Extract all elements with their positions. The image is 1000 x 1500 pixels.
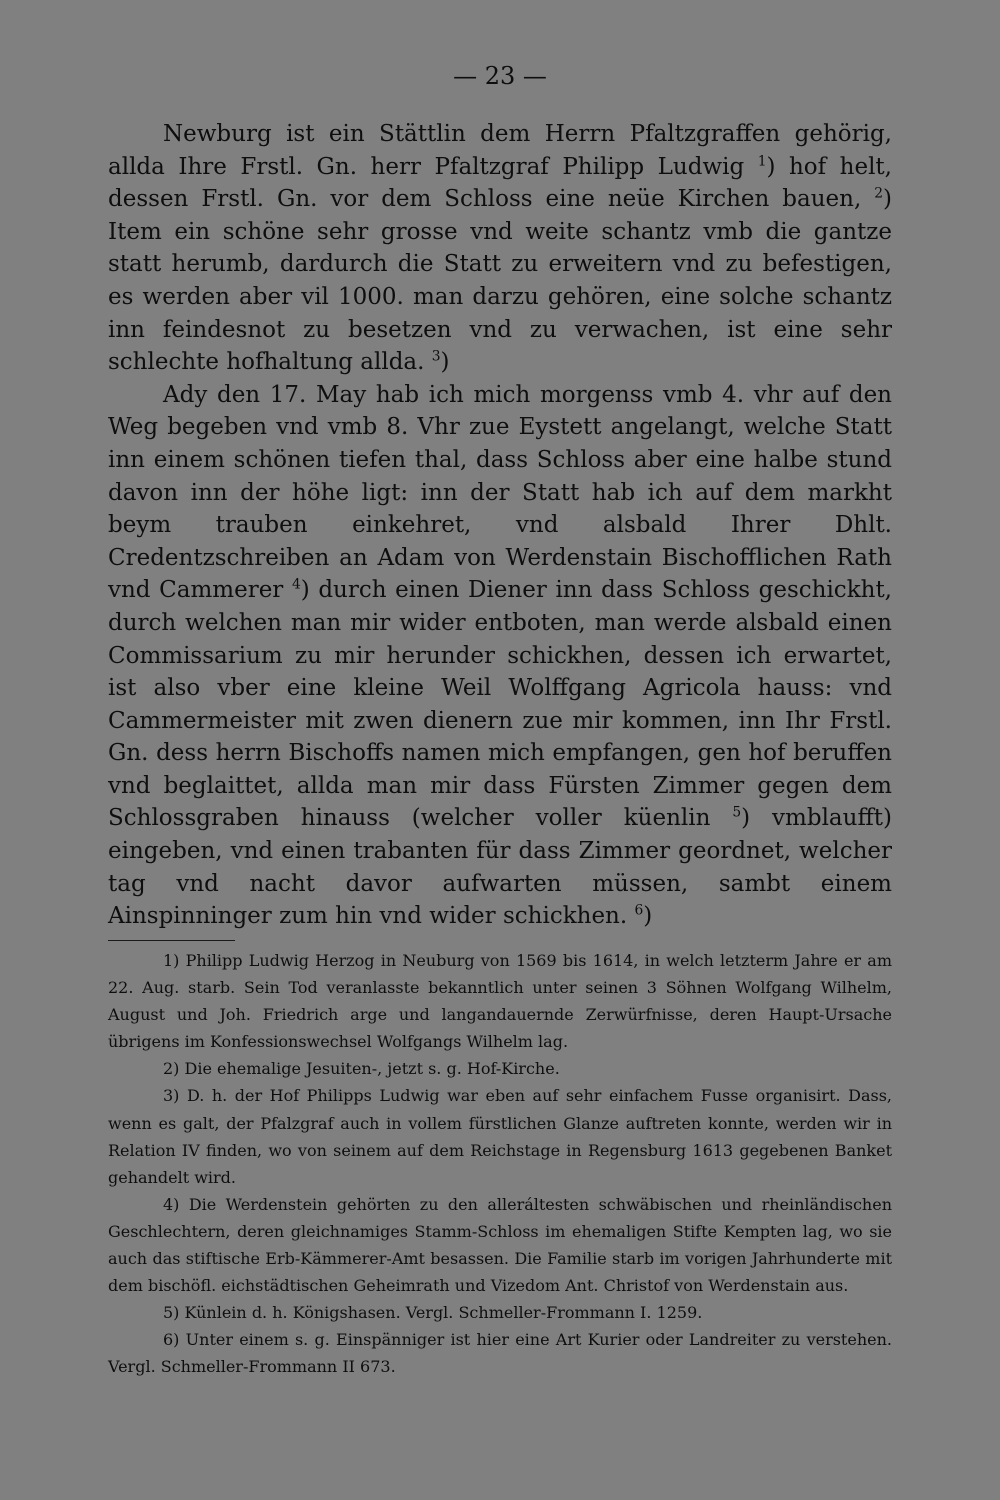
paragraph-eystett: Ady den 17. May hab ich mich morgenss vmb 4. vhr auf den Weg begeben vnd vmb 8. Vhr zue Eystett angelangt, welche Statt inn einem schönen tiefen thal, dass Schloss aber eine halbe stund davon inn der höhe ligt: inn der Statt hab ich auf dem markht beym trauben einkehret, vnd alsbald Ihrer Dhlt. Credentzschreiben an Adam von Werdenstain Bischofflichen Rath vnd Cammerer $^4$) durch einen Diener inn dass Schloss geschickht, durch welchen man mir wider entboten, man werde alsbald einen Commissarium zu mir herunder schickhen, dessen ich erwartet, ist also vber eine kleine Weil Wolffgang Agricola hauss: vnd Cammermeister mit zwen dienern zue mir kommen, inn Ihr Frstl. Gn. dess herrn Bischoffs namen mich empfangen, gen hof beruffen vnd beglaittet, allda man mir dass Fürsten Zimmer gegen dem Schlossgraben hinauss (welcher voller küenlin $^5$) vmblaufft) eingeben, vnd einen trabanten für dass Zimmer geordnet, welcher tag vnd nacht davor aufwarten müssen, sambt einem Ainspinninger zum hin vnd wider schickhen. $^6$)	[108, 381, 893, 930]
footnote-ref: 3	[431, 348, 441, 365]
footnotes	[108, 947, 892, 1381]
footnote: 4) Die Werdenstein gehörten zu den alleráltesten schwäbischen und rheinländischen Geschlechtern, deren gleichnamiges Stamm-Schloss im ehemaligen Stifte Kempten lag, wo sie auch das stiftische Erb-Kämmerer-Amt besassen. Die Familie starb im vorigen Jahrhunderte mit dem bischöfl. eichstädtischen Geheimrath und Vizedom Ant. Christof von Werdenstain aus.	[108, 1194, 892, 1296]
footnote-ref: 1	[757, 152, 767, 169]
footnote-divider	[108, 940, 235, 941]
footnote-ref: 6	[634, 902, 644, 919]
footnote: 5) Künlein d. h. Königshasen. Vergl. Schmeller-Frommann I. 1259.	[163, 1303, 703, 1323]
footnote: 2) Die ehemalige Jesuiten-, jetzt s. g. Hof-Kirche.	[163, 1059, 560, 1079]
footnote-ref: 5	[732, 804, 742, 821]
footnote-ref: 2	[874, 185, 884, 202]
footnote: 6) Unter einem s. g. Einspänniger ist hier eine Art Kurier oder Landreiter zu verstehen. Vergl. Schmeller-Frommann II 673.	[108, 1330, 892, 1377]
page-number: — 23 —	[453, 62, 547, 90]
paragraph-neuburg: Newburg ist ein Stättlin dem Herrn Pfaltzgraffen gehörig, allda Ihre Frstl. Gn. herr Pfaltzgraf Philipp Ludwig $^1$) hof helt, dessen Frstl. Gn. vor dem Schloss eine neüe Kirchen bauen, $^2$) Item ein schöne sehr grosse vnd weite schantz vmb die gantze statt herumb, dardurch die Statt zu erweitern vnd zu befestigen, es werden aber vil 1000. man darzu gehören, eine solche schantz inn feindesnot zu besetzen vnd zu verwachen, ist eine sehr schlechte hofhaltung allda. $^3$)	[108, 121, 892, 376]
footnote: 1) Philipp Ludwig Herzog in Neuburg von 1569 bis 1614, in welch letzterm Jahre er am 22. Aug. starb. Sein Tod veranlasste bekanntlich unter seinen 3 Söhnen Wolfgang Wilhelm, August und Joh. Friedrich arge und langandauernde Zerwürfnisse, deren Haupt-Ursache übrigens im Konfessionswechsel Wolfgangs Wilhelm lag.	[108, 951, 892, 1052]
main-text	[108, 118, 892, 933]
footnote: 3) D. h. der Hof Philipps Ludwig war eben auf sehr einfachem Fusse organisirt. Dass, wenn es galt, der Pfalzgraf auch in vollem fürstlichen Glanze auftreten konnte, werden wir in Relation IV finden, wo von seinem auf dem Reichstage in Regensburg 1613 gegebenen Banket gehandelt wird.	[108, 1086, 892, 1187]
footnote-ref: 4	[291, 576, 301, 593]
